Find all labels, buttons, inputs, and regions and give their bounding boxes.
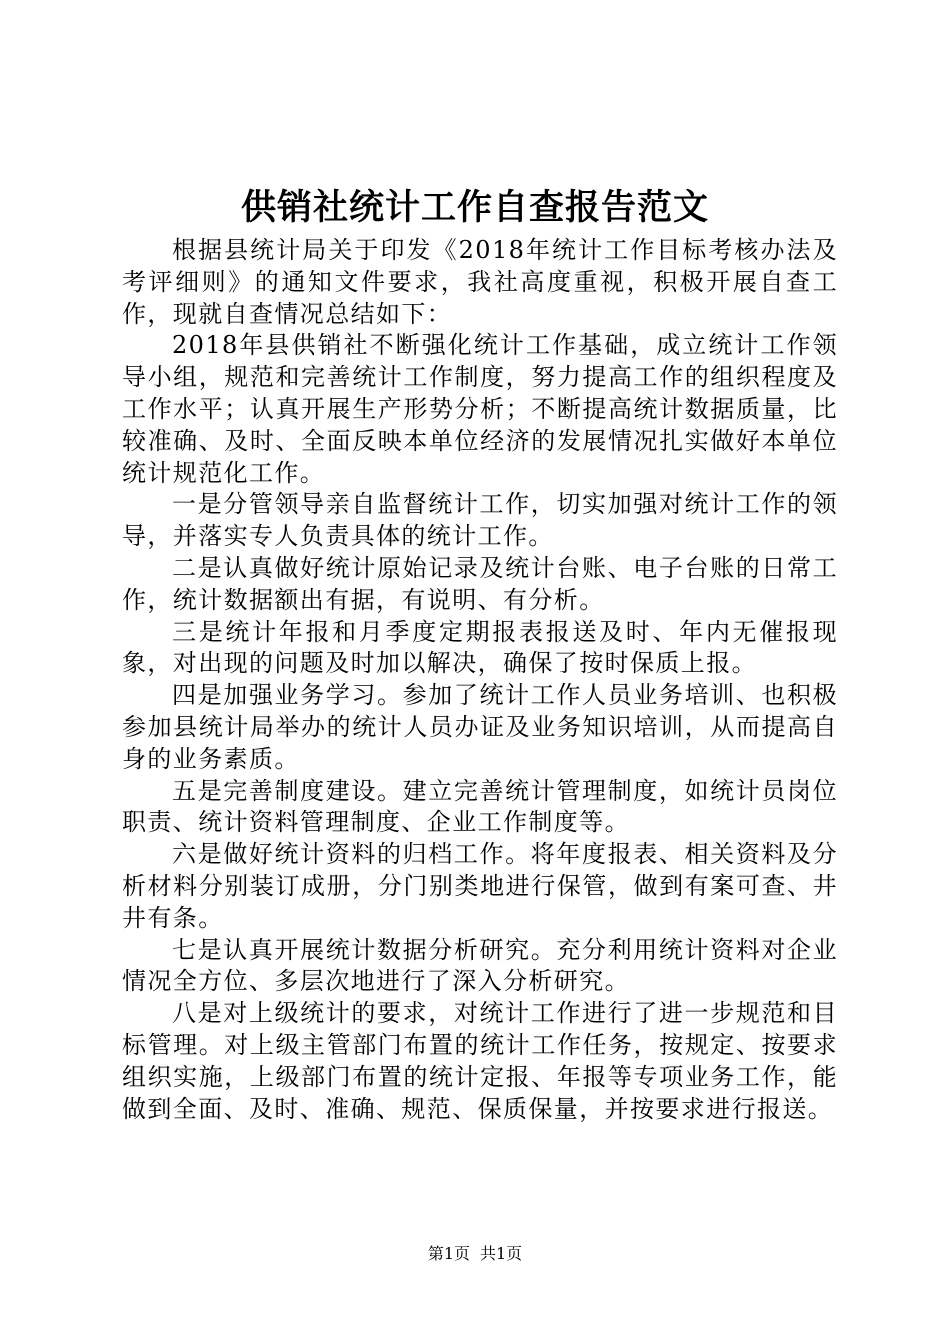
paragraph: 二是认真做好统计原始记录及统计台账、电子台账的日常工作，统计数据额出有据，有说明、有分析。 — [122, 553, 838, 614]
page-number: 第1页 — [427, 1244, 470, 1263]
paragraph: 八是对上级统计的要求，对统计工作进行了进一步规范和目标管理。对上级主管部门布置的统计工作任务，按规定、按要求组织实施，上级部门布置的统计定报、年报等专项业务工作，能做到全面、及时、准确、规范、保质保量，并按要求进行报送。 — [122, 999, 838, 1123]
paragraph: 根据县统计局关于印发《2018年统计工作目标考核办法及考评细则》的通知文件要求，我社高度重视，积极开展自查工作，现就自查情况总结如下： — [122, 236, 838, 328]
page-footer — [0, 1243, 950, 1265]
paragraph: 五是完善制度建设。建立完善统计管理制度，如统计员岗位职责、统计资料管理制度、企业工作制度等。 — [122, 776, 838, 837]
paragraph: 2018年县供销社不断强化统计工作基础，成立统计工作领导小组，规范和完善统计工作制度，努力提高工作的组织程度及工作水平；认真开展生产形势分析；不断提高统计数据质量，比较准确、及时、全面反映本单位经济的发展情况扎实做好本单位统计规范化工作。 — [122, 331, 838, 487]
paragraph: 七是认真开展统计数据分析研究。充分利用统计资料对企业情况全方位、多层次地进行了深入分析研究。 — [122, 935, 838, 996]
paragraph: 一是分管领导亲自监督统计工作，切实加强对统计工作的领导，并落实专人负责具体的统计工作。 — [122, 490, 838, 551]
page-total: 共1页 — [480, 1244, 523, 1263]
document-body — [122, 235, 838, 1125]
paragraph: 四是加强业务学习。参加了统计工作人员业务培训、也积极参加县统计局举办的统计人员办证及业务知识培训，从而提高自身的业务素质。 — [122, 681, 838, 773]
document-title: 供销社统计工作自查报告范文 — [240, 187, 709, 228]
paragraph: 三是统计年报和月季度定期报表报送及时、年内无催报现象，对出现的问题及时加以解决，确保了按时保质上报。 — [122, 617, 838, 678]
paragraph: 六是做好统计资料的归档工作。将年度报表、相关资料及分析材料分别装订成册，分门别类地进行保管，做到有案可查、井井有条。 — [122, 840, 838, 932]
